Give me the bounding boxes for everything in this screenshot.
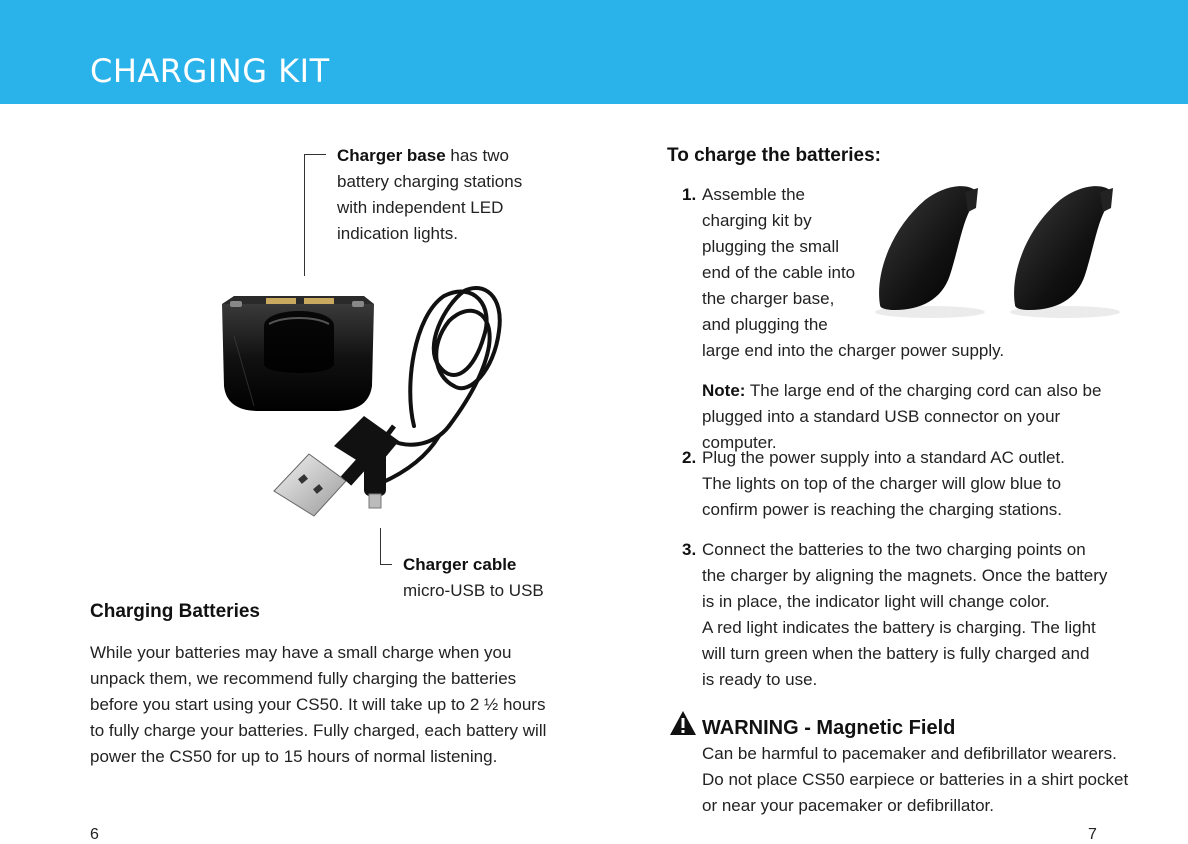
warning-line: or near your pacemaker or defibrillator. [702, 796, 994, 815]
step-3-line: the charger by aligning the magnets. Once the battery [702, 566, 1108, 585]
step-3-line: A red light indicates the battery is charging. The light [702, 618, 1096, 637]
charger-base-text-4: indication lights. [337, 224, 458, 243]
to-charge-heading: To charge the batteries: [667, 145, 881, 166]
charger-base-text-2: battery charging stations [337, 172, 523, 191]
callout-leader-tick-cable [380, 564, 392, 565]
step-3-number: 3. [682, 540, 697, 559]
paragraph-line-1: While your batteries may have a small charge when you [90, 643, 512, 662]
step-3-line: is in place, the indicator light will change color. [702, 592, 1050, 611]
step-1-line: the charger base, [702, 289, 835, 308]
callout-leader-line-base [304, 154, 305, 276]
charger-cable-label: Charger cable [403, 555, 517, 574]
step-2-line: Plug the power supply into a standard AC outlet. [702, 448, 1065, 467]
page-title: CHARGING KIT [90, 52, 330, 90]
step-1-line: and plugging the [702, 315, 828, 334]
warning-line: Can be harmful to pacemaker and defibrillator wearers. [702, 744, 1117, 763]
page-number-right: 7 [1088, 826, 1097, 843]
step-1-line: Assemble the [702, 185, 805, 204]
charger-cable-text: micro-USB to USB [403, 581, 544, 600]
step-1-line: end of the cable into [702, 263, 856, 282]
charger-base [222, 296, 374, 411]
step-2 [682, 445, 1132, 523]
charger-base-label: Charger base [337, 146, 446, 165]
cable-coil [374, 288, 500, 486]
note-text-1: The large end of the charging cord can also be [745, 381, 1102, 400]
step-3-line: is ready to use. [702, 670, 818, 689]
charging-batteries-heading: Charging Batteries [90, 601, 260, 622]
step-3-line: will turn green when the battery is fully charged and [702, 644, 1090, 663]
charger-base-callout [337, 143, 547, 247]
paragraph-line-4: to fully charge your batteries. Fully charged, each battery will [90, 721, 547, 740]
step-2-number: 2. [682, 448, 697, 467]
callout-leader-tick-base [304, 154, 326, 155]
charger-base-text-3: with independent LED [337, 198, 504, 217]
note-text-2: plugged into a standard USB connector on your computer. [702, 407, 1061, 452]
warning-title: WARNING - Magnetic Field [702, 717, 956, 739]
page-number-left: 6 [90, 826, 99, 843]
step-3-line: Connect the batteries to the two charging points on [702, 540, 1086, 559]
charger-base-text-1: has two [445, 146, 509, 165]
charger-kit-image [214, 276, 544, 526]
paragraph-line-2: unpack them, we recommend fully charging the batteries [90, 669, 517, 688]
note-label: Note: [702, 381, 746, 400]
charger-cable-callout [403, 552, 563, 604]
warning-line: Do not place CS50 earpiece or batteries in a shirt pocket [702, 770, 1129, 789]
step-1-line: charging kit by [702, 211, 812, 230]
step-1-line: plugging the small [702, 237, 840, 256]
step-3 [682, 537, 1132, 693]
charging-batteries-paragraph [90, 640, 560, 770]
step-2-line: The lights on top of the charger will glow blue to [702, 474, 1062, 493]
page-header [0, 0, 1188, 104]
step-2-line: confirm power is reaching the charging stations. [702, 500, 1063, 519]
step-1-line: large end into the charger power supply. [702, 341, 1005, 360]
warning-block [682, 715, 1132, 819]
callout-leader-line-cable [380, 528, 381, 564]
step-1 [682, 182, 1122, 364]
paragraph-line-3: before you start using your CS50. It will take up to 2 ½ hours [90, 695, 546, 714]
step-1-number: 1. [682, 185, 697, 204]
paragraph-line-5: power the CS50 for up to 15 hours of normal listening. [90, 747, 498, 766]
